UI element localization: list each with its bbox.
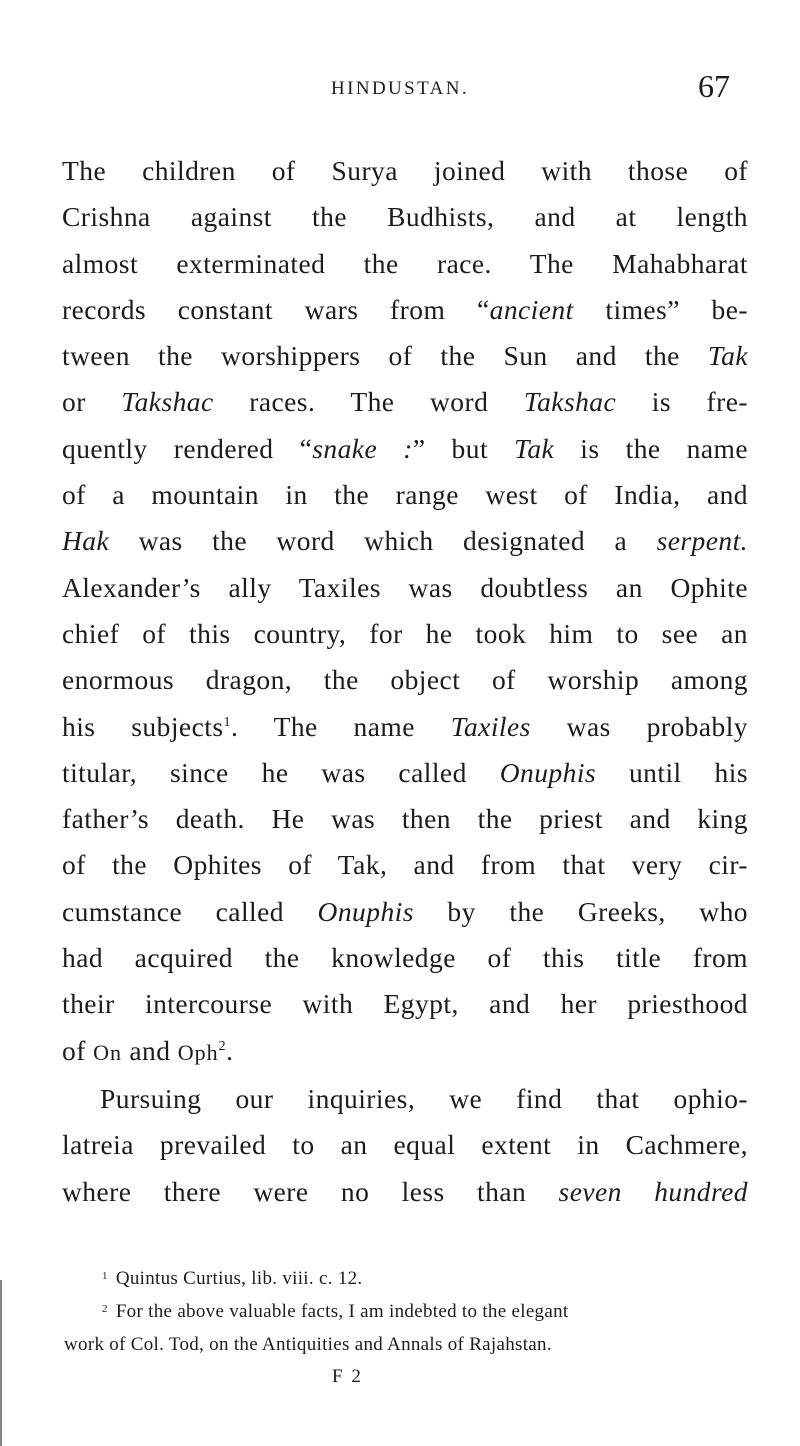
text-line: had acquired the knowledge of this title from xyxy=(62,942,748,974)
running-title: HINDUSTAN. xyxy=(330,78,470,99)
footnote-2-continuation: work of Col. Tod, on the Antiquities and Annals of Rajahstan. xyxy=(64,1334,552,1355)
footnote-2: $^2$ For the above valuable facts, I am indebted to the elegant xyxy=(102,1301,569,1322)
text-line: of On and Oph$^2$. xyxy=(62,1034,234,1066)
text-line: Alexander’s ally Taxiles was doubtless an Ophite xyxy=(62,571,748,603)
text-line: records constant wars from “ancient times” be- xyxy=(62,293,748,325)
text-line: almost exterminated the race. The Mahabharat xyxy=(62,247,748,279)
text-line: or Takshac races. The word Takshac is fre- xyxy=(62,386,749,418)
text-line: quently rendered “snake :” but Tak is the name xyxy=(62,432,749,464)
text-line: chief of this country, for he took him to see an xyxy=(62,617,748,649)
footnote-ref: 2 xyxy=(218,1038,227,1054)
text-line: of the Ophites of Tak, and from that very cir- xyxy=(62,849,748,881)
signature-mark: F 2 xyxy=(332,1366,363,1387)
text-line: Crishna against the Budhists, and at length xyxy=(62,201,748,233)
footnotes xyxy=(64,1262,750,1361)
text-line: enormous dragon, the object of worship among xyxy=(62,664,748,696)
text-line: titular, since he was called Onuphis until his xyxy=(62,756,749,788)
text-line: Pursuing our inquiries, we find that ophio- xyxy=(100,1082,748,1114)
text-line: father’s death. He was then the priest and king xyxy=(62,803,748,835)
text-line: The children of Surya joined with those of xyxy=(62,155,748,186)
text-line: their intercourse with Egypt, and her priesthood xyxy=(62,988,748,1020)
footnote-ref: 1 xyxy=(223,714,231,730)
binding-edge xyxy=(0,1280,2,1446)
body-text xyxy=(62,148,748,1215)
page-number: 67 xyxy=(698,68,730,104)
footnote-1: $^1$ Quintus Curtius, lib. viii. c. 12. xyxy=(102,1268,363,1289)
running-header xyxy=(0,68,800,114)
text-line: of a mountain in the range west of India, and xyxy=(62,479,748,511)
text-line: latreia prevailed to an equal extent in Cachmere, xyxy=(62,1129,748,1161)
text-line: cumstance called Onuphis by the Greeks, who xyxy=(62,895,748,927)
text-line: Hak was the word which designated a serpent. xyxy=(62,525,748,557)
text-line: tween the worshippers of the Sun and the Tak xyxy=(62,340,748,372)
text-line: his subjects$^1$. The name Taxiles was probably xyxy=(62,710,749,742)
text-line: where there were no less than seven hundred xyxy=(62,1175,748,1207)
